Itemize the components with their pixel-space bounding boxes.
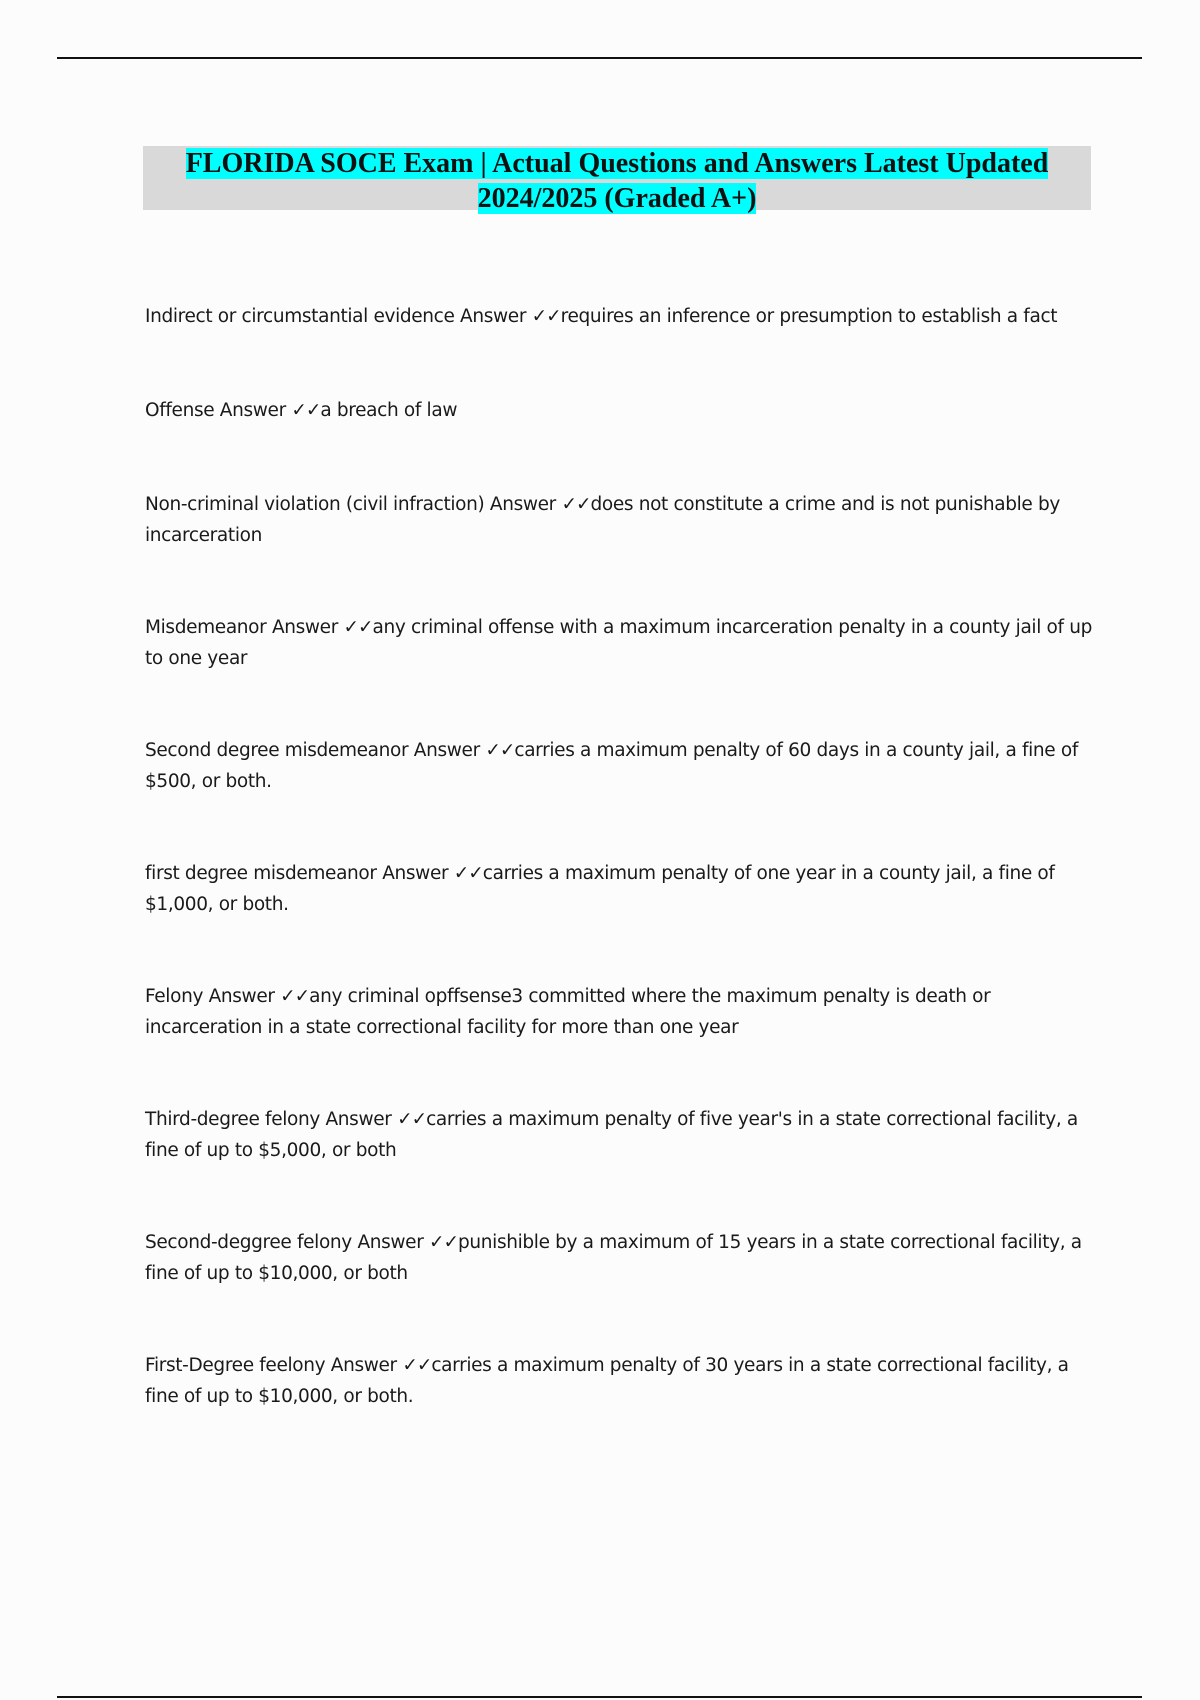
qa-entry: [145, 981, 1095, 1043]
entry-label: Answer: [330, 1355, 397, 1376]
double-check-icon: ✓✓: [291, 400, 321, 421]
top-rule: [57, 57, 1142, 59]
double-check-icon: ✓✓: [531, 306, 561, 327]
entry-term: Indirect or circumstantial evidence: [145, 306, 455, 327]
entry-definition: carries a maximum penalty of one year in a county jail, a fine of $1,000, or both.: [145, 863, 1055, 915]
document-title: [143, 146, 1091, 214]
qa-list: [145, 301, 1095, 1412]
double-check-icon: ✓✓: [453, 863, 483, 884]
entry-label: Answer: [325, 1109, 392, 1130]
qa-entry: [145, 1227, 1095, 1289]
qa-entry: [145, 735, 1095, 797]
entry-definition: carries a maximum penalty of 30 years in a state correctional facility, a fine of up to $10,000, or both.: [145, 1355, 1069, 1407]
double-check-icon: ✓✓: [485, 740, 515, 761]
qa-entry: [145, 612, 1095, 674]
qa-entry: [145, 395, 1095, 426]
entry-definition: requires an inference or presumption to establish a fact: [560, 306, 1058, 327]
double-check-icon: ✓✓: [429, 1232, 459, 1253]
qa-entry: [145, 489, 1095, 551]
entry-label: Answer: [271, 617, 338, 638]
entry-label: Answer: [219, 400, 286, 421]
title-line-1: FLORIDA SOCE Exam | Actual Questions and Answers Latest Updated: [185, 148, 1049, 179]
entry-definition: does not constitute a crime and is not punishable by incarceration: [145, 494, 1060, 546]
entry-definition: carries a maximum penalty of five year's in a state correctional facility, a fine of up to $5,000, or both: [145, 1109, 1078, 1161]
qa-entry: [145, 858, 1095, 920]
entry-label: Answer: [413, 740, 480, 761]
entry-label: Answer: [357, 1232, 424, 1253]
entry-term: first degree misdemeanor: [145, 863, 377, 884]
entry-definition: any criminal offense with a maximum incarceration penalty in a county jail of up to one year: [145, 617, 1092, 669]
entry-term: Non-criminal violation (civil infraction): [145, 494, 485, 515]
double-check-icon: ✓✓: [561, 494, 591, 515]
title-line-2: 2024/2025 (Graded A+): [477, 183, 757, 214]
qa-entry: [145, 1104, 1095, 1166]
entry-term: Felony: [145, 986, 204, 1007]
double-check-icon: ✓✓: [397, 1109, 427, 1130]
entry-label: Answer: [460, 306, 527, 327]
entry-label: Answer: [489, 494, 556, 515]
double-check-icon: ✓✓: [343, 617, 373, 638]
entry-label: Answer: [382, 863, 449, 884]
entry-label: Answer: [208, 986, 275, 1007]
bottom-rule: [57, 1696, 1142, 1698]
double-check-icon: ✓✓: [402, 1355, 432, 1376]
entry-term: Second-deggree felony: [145, 1232, 352, 1253]
entry-definition: punishible by a maximum of 15 years in a state correctional facility, a fine of up to $10,000, or both: [145, 1232, 1082, 1284]
entry-term: Third-degree felony: [145, 1109, 320, 1130]
entry-definition: a breach of law: [320, 400, 458, 421]
entry-definition: any criminal opffsense3 committed where the maximum penalty is death or incarceration in a state correctional facility for more than one year: [145, 986, 991, 1038]
entry-term: Offense: [145, 400, 215, 421]
entry-term: First-Degree feelony: [145, 1355, 326, 1376]
entry-term: Misdemeanor: [145, 617, 267, 638]
entry-term: Second degree misdemeanor: [145, 740, 409, 761]
qa-entry: [145, 301, 1095, 332]
double-check-icon: ✓✓: [280, 986, 310, 1007]
qa-entry: [145, 1350, 1095, 1412]
entry-definition: carries a maximum penalty of 60 days in a county jail, a fine of $500, or both.: [145, 740, 1079, 792]
